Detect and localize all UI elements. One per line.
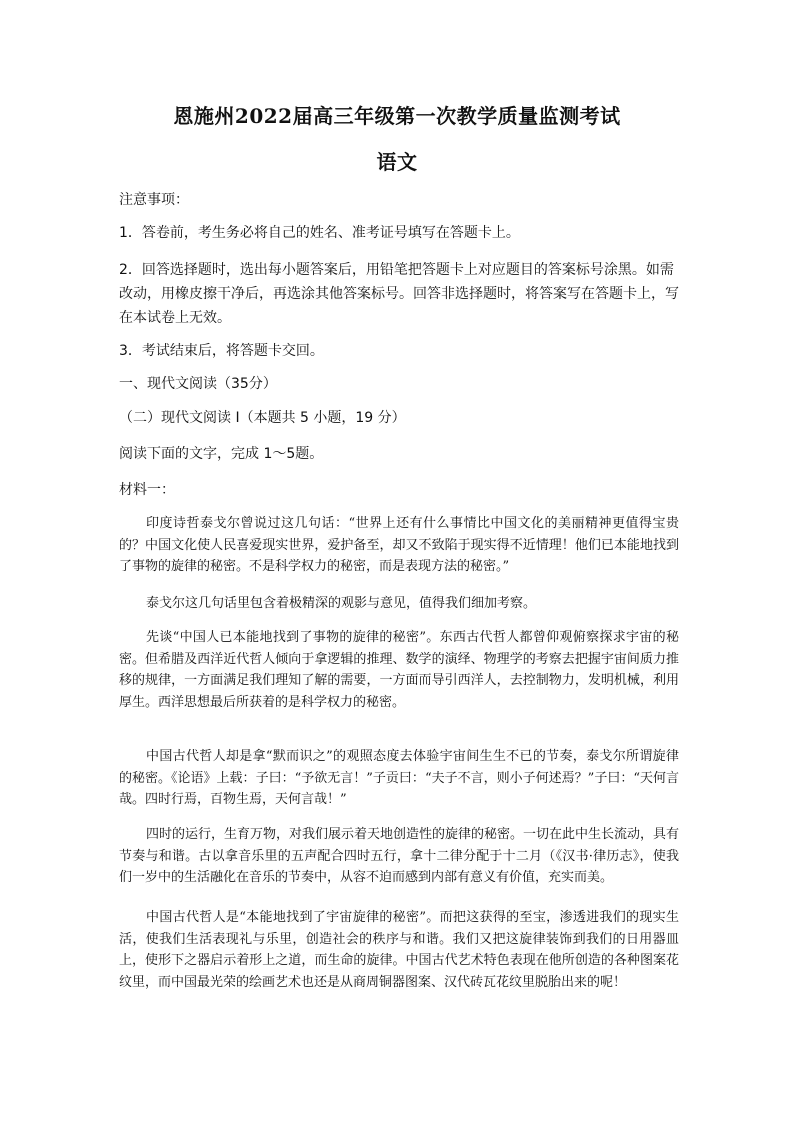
reading-instruction: 阅读下面的文字，完成 1～5题。 [119,446,324,462]
paragraph: 中国古代哲人是“本能地找到了宇宙旋律的秘密”。而把这获得的至宝，渗透进我们的现实生活，使我们生活表现礼与乐里，创造社会的秩序与和谐。我们又把这旋律装饰到我们的日用器皿上，使形下之器启示着形上之道，而生命的旋律。中国古代艺术特色表现在他所创造的各种图案花纹里，而中国最光荣的绘画艺术也还是从商周铜器图案、汉代砖瓦花纹里脱胎出来的呢！ [119,910,679,990]
paragraph: 中国古代哲人却是拿“默而识之”的观照态度去体验宇宙间生生不已的节奏，泰戈尔所谓旋律的秘密。《论语》上载：子曰：“予欲无言！”子贡曰：“夫子不言，则小子何述焉？”子曰：“天何言哉。四时行焉，百物生焉，天何言哉！” [119,749,679,807]
paragraph: 印度诗哲泰戈尔曾说过这几句话：“世界上还有什么事情比中国文化的美丽精神更值得宝贵的？中国文化使人民喜爱现实世界，爱护备至，却又不致陷于现实得不近情理！他们已本能地找到了事物的旋律的秘密。不是科学权力的秘密，而是表现方法的秘密。” [119,516,679,574]
paragraph: 先谈“中国人已本能地找到了事物的旋律的秘密”。东西古代哲人都曾仰观俯察探求宇宙的秘密。但希腊及西洋近代哲人倾向于拿逻辑的推理、数学的演绎、物理学的考察去把握宇宙间质力推移的规律，一方面满足我们理知了解的需要，一方面而导引西洋人，去控制物力，发明机械，利用厚生。西洋思想最后所获着的是科学权力的秘密。 [119,630,679,710]
section-subheading: （二）现代文阅读 I（本题共 5 小题，19 分） [119,410,406,426]
material-label: 材料一： [119,482,175,498]
notice-heading: 注意事项： [119,192,189,208]
notice-item: 2．回答选择题时，选出每小题答案后，用铅笔把答题卡上对应题目的答案标号涂黑。如需改动，用橡皮擦干净后，再选涂其他答案标号。回答非选择题时，将答案写在答题卡上，写在本试卷上无效。 [119,262,679,326]
exam-title: 恩施州2022届高三年级第一次教学质量监测考试 [173,104,621,128]
paragraph: 四时的运行，生育万物，对我们展示着天地创造性的旋律的秘密。一切在此中生长流动，具有节奏与和谐。古以拿音乐里的五声配合四时五行，拿十二律分配于十二月（《汉书·律历志》，使我们一岁中的生活融化在音乐的节奏中，从容不迫而感到内部有意义有价值，充实而美。 [119,827,680,885]
notice-item: 3．考试结束后，将答题卡交回。 [119,343,324,359]
paragraph: 泰戈尔这几句话里包含着极精深的观影与意见，值得我们细加考察。 [146,596,537,611]
section-heading: 一、现代文阅读（35分） [119,376,277,392]
subject-title: 语文 [376,150,418,174]
notice-item: 1．答卷前，考生务必将自己的姓名、准考证号填写在答题卡上。 [119,225,520,241]
